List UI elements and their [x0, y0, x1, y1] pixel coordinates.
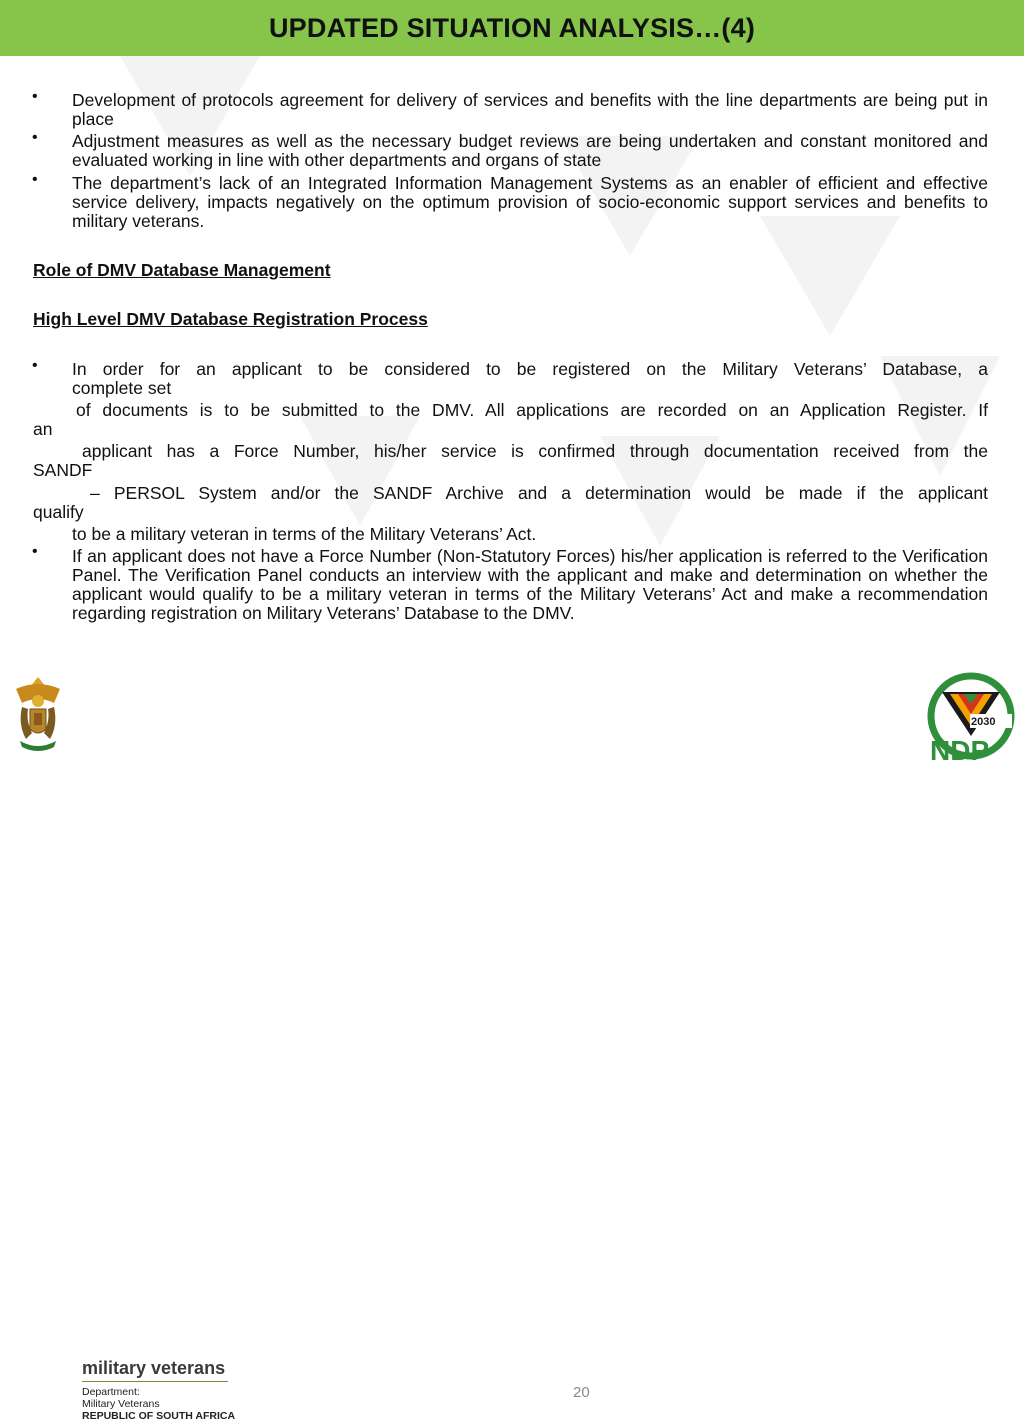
bullet-item: If an applicant does not have a Force Number (Non-Statutory Forces) his/her application is referred to the Verification Panel. The Verification Panel conducts an interview with the applicant and make and determination on whether the applicant would qualify to be a military veteran in terms of the Military Veterans’ Act and make a recommendation regarding registration on Military Veterans’ Database to the DMV.: [72, 546, 988, 623]
bullet-item: Adjustment measures as well as the necessary budget reviews are being undertaken and constant monitored and evaluated working in line with other departments and organs of state: [72, 131, 988, 170]
page-number: 20: [573, 1384, 590, 1401]
title-bar: [0, 0, 1024, 56]
paragraph-line: – PERSOL System and/or the SANDF Archive and a determination would be made if the applicant: [90, 483, 988, 503]
ndp-logo-icon: [924, 674, 1018, 764]
bullet-dot: •: [32, 129, 38, 146]
logo-title: military veterans: [82, 1358, 226, 1378]
logo-department-name: Military Veterans: [82, 1398, 160, 1410]
paragraph-line: an: [33, 419, 53, 439]
paragraph-line: qualify: [33, 502, 84, 522]
paragraph-line: In order for an applicant to be considered to be registered on the Military Veterans’ Database, a: [72, 359, 988, 379]
bullet-item: The department’s lack of an Integrated Information Management Systems as an enabler of efficient and effective service delivery, impacts negatively on the optimum provision of socio-economic support services and benefits to military veterans.: [72, 173, 988, 231]
logo-country: REPUBLIC OF SOUTH AFRICA: [82, 1410, 236, 1422]
ndp-label: NDP: [930, 735, 990, 766]
bullet-dot: •: [32, 543, 38, 560]
paragraph-line: of documents is to be submitted to the DMV. All applications are recorded on an Application Register. If: [76, 400, 988, 420]
logo-department-label: Department:: [82, 1386, 140, 1398]
paragraph-line: applicant has a Force Number, his/her service is confirmed through documentation received from the: [82, 441, 988, 461]
bullet-dot: •: [32, 88, 38, 105]
bullet-dot: •: [32, 171, 38, 188]
bullet-dot: •: [32, 357, 38, 374]
slide-title: UPDATED SITUATION ANALYSIS…(4): [268, 12, 756, 43]
footer: [0, 670, 1024, 1422]
section-heading-role: Role of DMV Database Management: [33, 260, 331, 280]
coat-of-arms-icon: [8, 675, 68, 755]
bullet-item: Development of protocols agreement for delivery of services and benefits with the line departments are being put in place: [72, 90, 988, 129]
section-heading-process: High Level DMV Database Registration Process: [33, 309, 428, 329]
logo-divider: [82, 1381, 228, 1382]
paragraph-line: SANDF: [33, 460, 93, 480]
paragraph-line: complete set: [72, 378, 172, 398]
ndp-year: 2030: [971, 716, 996, 728]
paragraph-line: to be a military veteran in terms of the Military Veterans’ Act.: [72, 524, 537, 544]
